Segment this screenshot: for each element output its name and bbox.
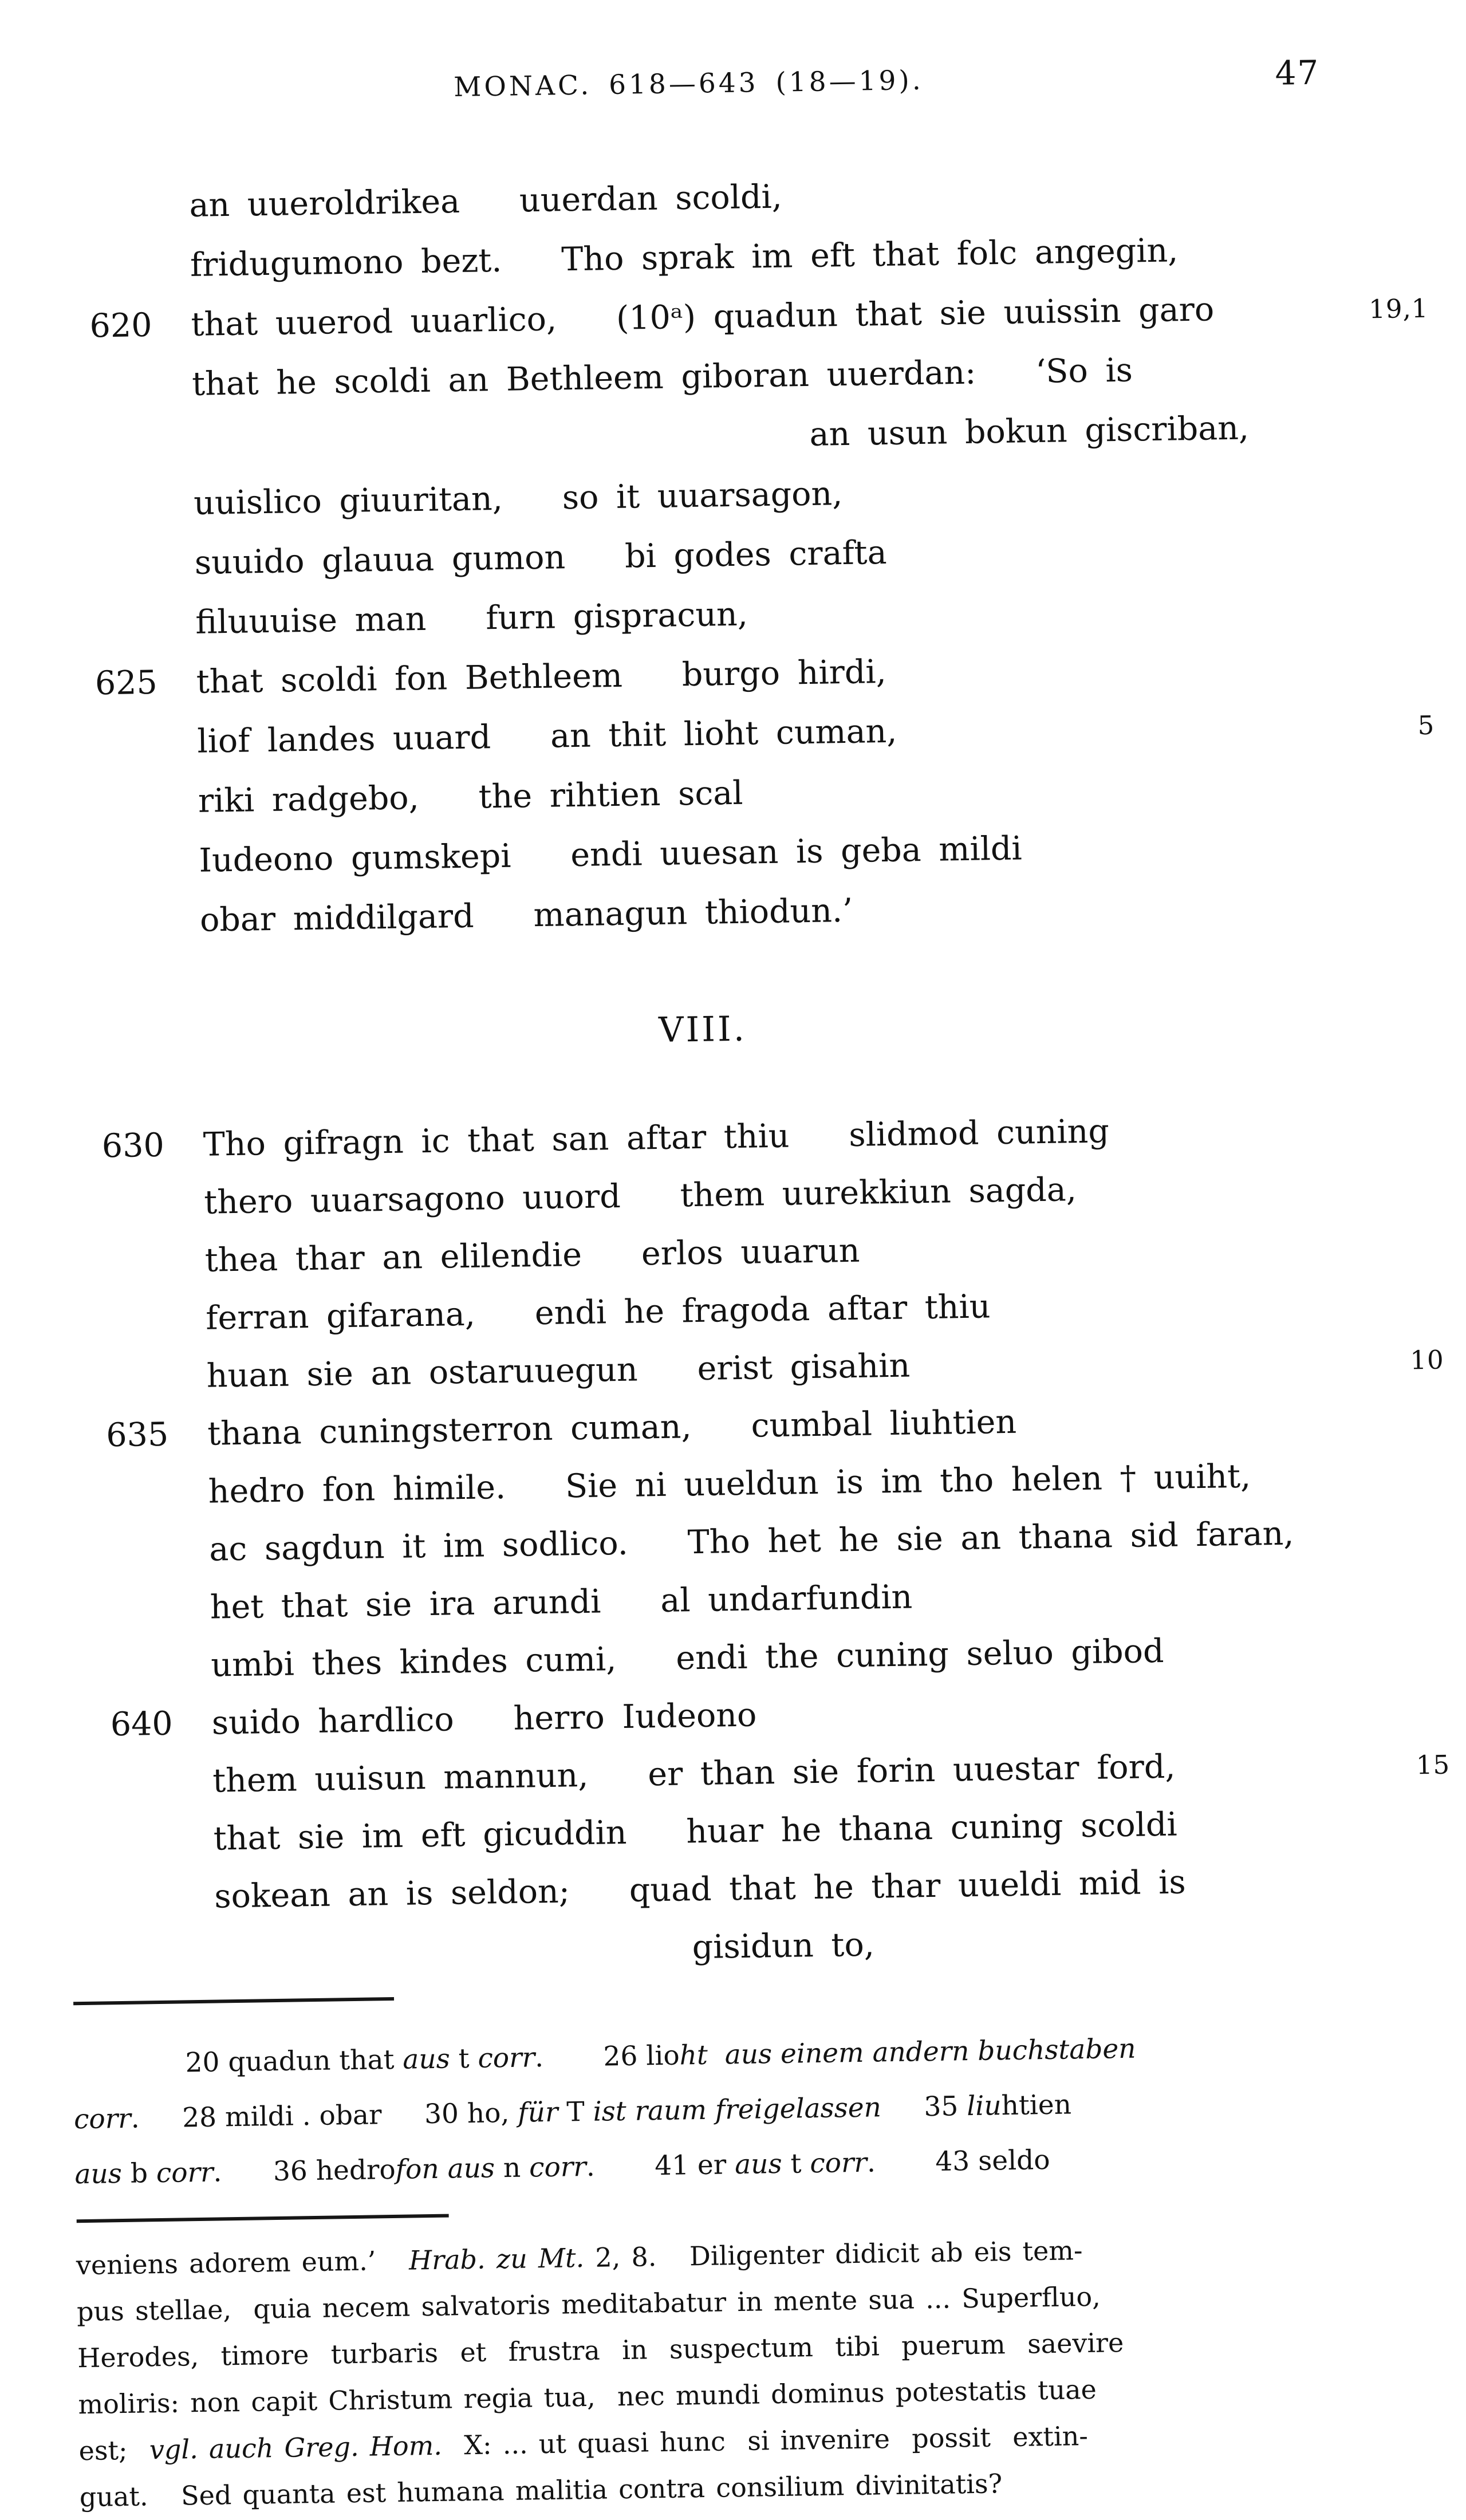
half-line-b: uuerdan scoldi, <box>519 178 783 220</box>
half-line-a: ac sagdun it im sodlico. <box>208 1524 629 1569</box>
roman-run: 20 quadun that <box>185 2043 403 2079</box>
italic-run: vgl. auch Greg. Hom. <box>149 2430 443 2466</box>
half-line-b: erist gisahin <box>697 1346 911 1388</box>
roman-run: moliris: non capit Christum regia tua, nec mundi dominus potestatis tuae <box>78 2373 1097 2420</box>
half-line-b: (10ᵃ) quadun that sie uuissin garo <box>616 290 1215 337</box>
verse-block-1 <box>0 168 1463 964</box>
half-line-b: Tho sprak im eft that folc angegin, <box>561 231 1179 279</box>
roman-run: b <box>121 2157 157 2190</box>
half-line-a: obar middilgard <box>199 897 475 939</box>
half-line-a: thea thar an elilendie <box>204 1235 582 1279</box>
verse-line-number: 630 <box>101 1126 165 1166</box>
italic-run: aus <box>402 2043 451 2076</box>
margin-reference-number: 19,1 <box>1368 293 1429 325</box>
verse-line-number: 620 <box>89 306 152 345</box>
roman-run: est; <box>78 2434 150 2467</box>
latin-commentary <box>76 2222 1448 2520</box>
half-line-b: the rihtien scal <box>478 774 743 816</box>
half-line-a: Iudeono gumskepi <box>199 837 511 880</box>
italic-run: für <box>517 2096 558 2129</box>
roman-run: htien <box>1001 2089 1072 2122</box>
half-line-b: cumbal liuhtien <box>751 1403 1017 1445</box>
half-line-b: Sie ni uueldun is im tho helen † uuiht, <box>565 1457 1251 1506</box>
half-line-b: endi the cuning seluo gibod <box>675 1632 1164 1678</box>
half-line-a: them uuisun mannun, <box>212 1756 589 1800</box>
half-line-a: thero uuarsagono uuord <box>203 1177 621 1222</box>
italic-run: fon <box>395 2153 440 2186</box>
half-line-a: liof landes uuard <box>196 718 491 761</box>
roman-run: t <box>450 2042 478 2075</box>
roman-run: n <box>494 2152 530 2184</box>
verse-line-number: 625 <box>94 663 158 703</box>
half-line-b: furn gispracun, <box>485 595 748 637</box>
page-number: 47 <box>1275 53 1320 93</box>
half-line-a: uuislico giuuritan, <box>193 479 503 522</box>
italic-run: corr <box>478 2042 535 2074</box>
running-title: MONAC. 618—643 (18—19). <box>453 64 924 104</box>
half-line-b: erlos uuarun <box>641 1231 860 1273</box>
italic-run: corr <box>156 2156 214 2190</box>
half-line-a: riki radgebo, <box>198 779 420 820</box>
half-line-b: them uurekkiun sagda, <box>680 1171 1077 1215</box>
critical-apparatus <box>73 2017 1431 2202</box>
italic-run: aus einem andern buchstaben <box>724 2033 1136 2071</box>
half-line-a: that sie im eft gicuddin <box>213 1813 627 1858</box>
verse-text <box>0 1107 1466 1167</box>
half-line-b: burgo hirdi, <box>681 652 887 694</box>
section-heading: VIII. <box>658 1009 747 1050</box>
half-line-b: endi uuesan is geba mildi <box>570 829 1023 875</box>
half-line-a: Tho gifragn ic that san aftar thiu <box>203 1117 790 1164</box>
verse-text <box>0 168 1452 227</box>
page-header <box>0 53 1451 124</box>
roman-run: t <box>782 2148 810 2180</box>
margin-reference-number: 5 <box>1417 710 1435 741</box>
roman-run: X: ... ut quasi hunc si invenire possit extin- <box>442 2420 1089 2461</box>
half-line-a: gisidun to, <box>692 1926 875 1967</box>
half-line-b: Tho het he sie an thana sid faran, <box>687 1514 1294 1562</box>
italic-run: corr <box>809 2147 868 2180</box>
half-line-b: herro Iudeono <box>513 1696 757 1738</box>
half-line-a: that scoldi fon Bethleem <box>196 656 623 701</box>
italic-run: corr <box>529 2151 587 2184</box>
half-line-a: ferran gifarana, <box>205 1295 476 1337</box>
half-line-a: umbi thes kindes cumi, <box>210 1640 617 1684</box>
roman-run <box>439 2153 448 2185</box>
half-line-a: fridugumono bezt. <box>190 241 502 284</box>
half-line-b: al undarfundin <box>660 1578 913 1620</box>
italic-run: aus <box>447 2152 495 2185</box>
verse-line-number: 635 <box>105 1415 169 1455</box>
verse-block-2 <box>0 1107 1466 1997</box>
half-line-a: that he scoldi an Bethleem giboran uuerdan: <box>191 353 976 403</box>
half-line-b: managun thiodun.’ <box>533 891 853 935</box>
half-line-a: huan sie an ostaruuegun <box>206 1350 639 1395</box>
italic-run: aus <box>734 2148 783 2181</box>
margin-reference-number: 10 <box>1410 1344 1445 1376</box>
half-line-a: an usun bokun giscriban, <box>809 409 1250 454</box>
half-line-a: suuido glauua gumon <box>194 538 566 582</box>
roman-run: T <box>558 2096 594 2128</box>
half-line-a: thana cuningsterron cuman, <box>207 1408 692 1453</box>
half-line-b: huar he thana cuning scoldi <box>685 1805 1178 1851</box>
italic-run: Hrab. zu Mt. <box>408 2242 585 2276</box>
half-line-b: so it uuarsagon, <box>562 475 843 517</box>
half-line-b: ‘So is <box>1035 351 1133 391</box>
italic-run: ht <box>679 2039 708 2072</box>
half-line-a: het that sie ira arundi <box>210 1582 601 1627</box>
half-line-a: suido hardlico <box>211 1700 455 1742</box>
roman-run: . 28 mildi . obar 30 ho, <box>131 2097 518 2135</box>
roman-run: 2, 8. Diligenter didicit ab eis tem- <box>584 2235 1083 2274</box>
roman-run: . 41 er <box>586 2149 735 2183</box>
roman-run <box>707 2039 725 2070</box>
italic-run: aus <box>74 2158 123 2191</box>
roman-run: Herodes, timore turbaris et frustra in suspectum tibi puerum saevire <box>77 2327 1124 2374</box>
italic-run: ist raum freigelassen <box>593 2092 882 2128</box>
half-line-a: that uuerod uuarlico, <box>191 300 557 344</box>
apparatus-separator-rule <box>73 1997 394 2005</box>
commentary-separator-rule <box>77 2214 449 2223</box>
italic-run: liu <box>966 2090 1002 2123</box>
half-line-a: sokean an is seldon; <box>214 1872 570 1916</box>
half-line-a: hedro fon himile. <box>208 1468 506 1511</box>
half-line-b: er than sie forin uuestar ford, <box>647 1747 1176 1794</box>
roman-run: guat. Sed quanta est humana malitia contra consilium divinitatis? <box>79 2468 1003 2513</box>
half-line-b: an thit lioht cuman, <box>550 712 897 755</box>
half-line-b: slidmod cuning <box>848 1112 1110 1154</box>
half-line-a: filuuuise man <box>195 600 427 641</box>
half-line-a: an uueroldrikea <box>189 182 460 225</box>
roman-run: . 26 lio <box>534 2039 680 2074</box>
roman-run: . 43 seldo <box>866 2144 1050 2179</box>
half-line-b: bi godes crafta <box>624 533 888 576</box>
italic-run: corr <box>73 2102 132 2136</box>
half-line-b: endi he fragoda aftar thiu <box>534 1287 991 1333</box>
roman-run: veniens adorem eum.’ <box>76 2245 409 2281</box>
roman-run: 35 <box>881 2090 967 2124</box>
margin-reference-number: 15 <box>1416 1749 1451 1781</box>
half-line-b: quad that he thar uueldi mid is <box>629 1863 1187 1909</box>
verse-line-number: 640 <box>110 1704 174 1744</box>
roman-run: . 36 hedro <box>213 2153 396 2188</box>
roman-run: pus stellae, quia necem salvatoris meditabatur in mente sua ... Superfluo, <box>76 2281 1101 2328</box>
